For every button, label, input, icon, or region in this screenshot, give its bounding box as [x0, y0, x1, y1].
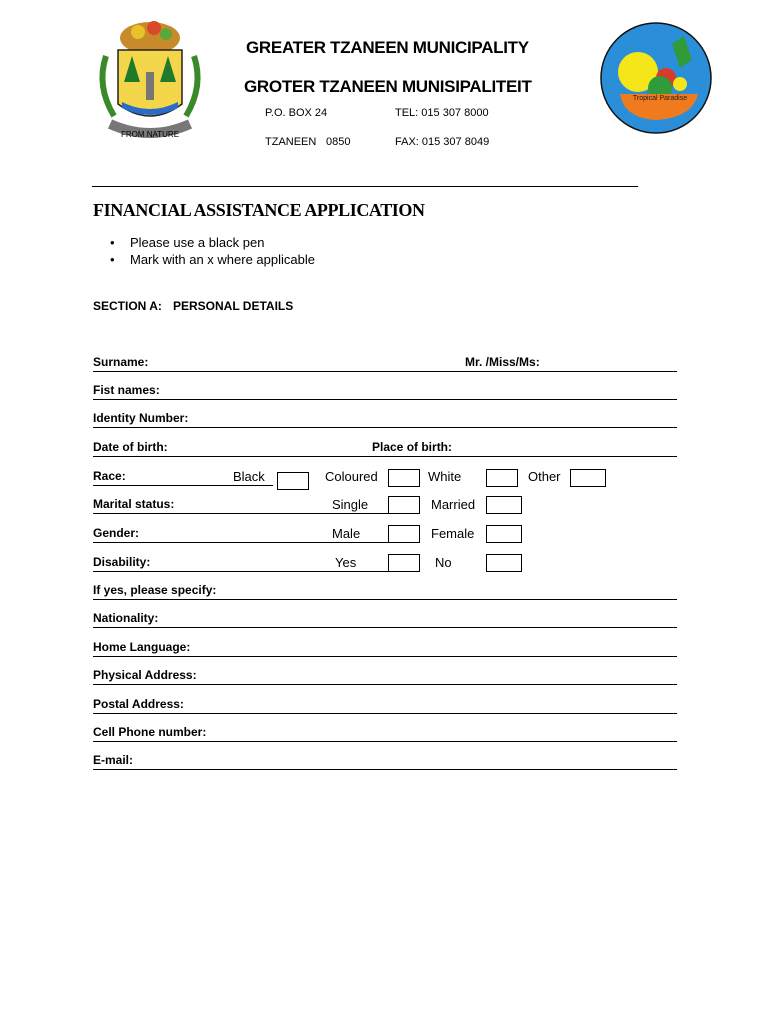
race-option-label: Black — [233, 469, 265, 484]
header-divider — [92, 186, 638, 187]
date-of-birth-field[interactable] — [93, 440, 677, 457]
disability-specify-field[interactable] — [93, 583, 677, 600]
race-option-label: White — [428, 469, 462, 484]
form-title: FINANCIAL ASSISTANCE APPLICATION — [93, 200, 425, 220]
email-label: E-mail: — [93, 753, 134, 767]
nationality-label: Nationality: — [93, 611, 159, 625]
cell-phone-field[interactable] — [93, 725, 677, 742]
disability-no-checkbox[interactable] — [486, 554, 522, 572]
first-names-field[interactable] — [93, 383, 677, 400]
section-heading: SECTION A: PERSONAL DETAILS — [93, 299, 294, 313]
race-black-checkbox[interactable] — [277, 472, 309, 490]
disability-option-label: Yes — [335, 555, 357, 570]
po-box: P.O. BOX 24 — [265, 107, 328, 119]
disability-row — [93, 555, 677, 577]
instruction-item: • Mark with an x where applicable — [110, 252, 315, 267]
surname-label: Surname: — [93, 355, 149, 369]
nationality-field[interactable] — [93, 611, 677, 628]
race-white-checkbox[interactable] — [486, 469, 518, 487]
title-label: Mr. /Miss/Ms: — [465, 355, 540, 369]
race-row — [93, 469, 677, 491]
race-option-label: Coloured — [325, 469, 378, 484]
postal-address-field[interactable] — [93, 697, 677, 714]
gender-label: Gender: — [93, 526, 140, 540]
telephone: TEL: 015 307 8000 — [395, 107, 489, 119]
municipality-name-english: GREATER TZANEEN MUNICIPALITY — [246, 38, 529, 57]
gender-row — [93, 526, 677, 548]
home-language-field[interactable] — [93, 640, 677, 657]
marital-status-row — [93, 497, 677, 519]
disability-label: Disability: — [93, 555, 151, 569]
logo-caption: Tropical Paradise — [632, 95, 688, 102]
identity-number-field[interactable] — [93, 411, 677, 428]
email-field[interactable] — [93, 753, 677, 770]
race-option-label: Other — [528, 469, 561, 484]
marital-single-checkbox[interactable] — [388, 496, 420, 514]
physical-address-field[interactable] — [93, 668, 677, 685]
race-other-checkbox[interactable] — [570, 469, 606, 487]
municipal-crest-logo — [92, 16, 208, 146]
disability-option-label: No — [435, 555, 452, 570]
municipality-name-afrikaans: GROTER TZANEEN MUNISIPALITEIT — [244, 77, 532, 96]
postal-code: 0850 — [326, 136, 351, 148]
place-of-birth-label: Place of birth: — [372, 440, 453, 454]
gender-male-checkbox[interactable] — [388, 525, 420, 543]
first-names-label: Fist names: — [93, 383, 160, 397]
postal-address-label: Postal Address: — [93, 697, 184, 711]
crest-motto: FROM NATURE — [120, 130, 180, 139]
gender-option-label: Female — [431, 526, 475, 541]
race-label: Race: — [93, 469, 126, 483]
disability-yes-checkbox[interactable] — [388, 554, 420, 572]
gender-female-checkbox[interactable] — [486, 525, 522, 543]
identity-number-label: Identity Number: — [93, 411, 189, 425]
town: TZANEEN — [265, 136, 317, 148]
disability-specify-label: If yes, please specify: — [93, 583, 217, 597]
date-of-birth-label: Date of birth: — [93, 440, 168, 454]
marital-option-label: Single — [332, 497, 369, 512]
physical-address-label: Physical Address: — [93, 668, 197, 682]
surname-field[interactable] — [93, 355, 677, 372]
instruction-item: • Please use a black pen — [110, 235, 265, 250]
marital-option-label: Married — [431, 497, 476, 512]
fax: FAX: 015 307 8049 — [395, 136, 490, 148]
marital-status-label: Marital status: — [93, 497, 175, 511]
cell-phone-label: Cell Phone number: — [93, 725, 207, 739]
tropical-paradise-logo — [596, 22, 716, 134]
marital-married-checkbox[interactable] — [486, 496, 522, 514]
gender-option-label: Male — [332, 526, 361, 541]
race-coloured-checkbox[interactable] — [388, 469, 420, 487]
home-language-label: Home Language: — [93, 640, 191, 654]
